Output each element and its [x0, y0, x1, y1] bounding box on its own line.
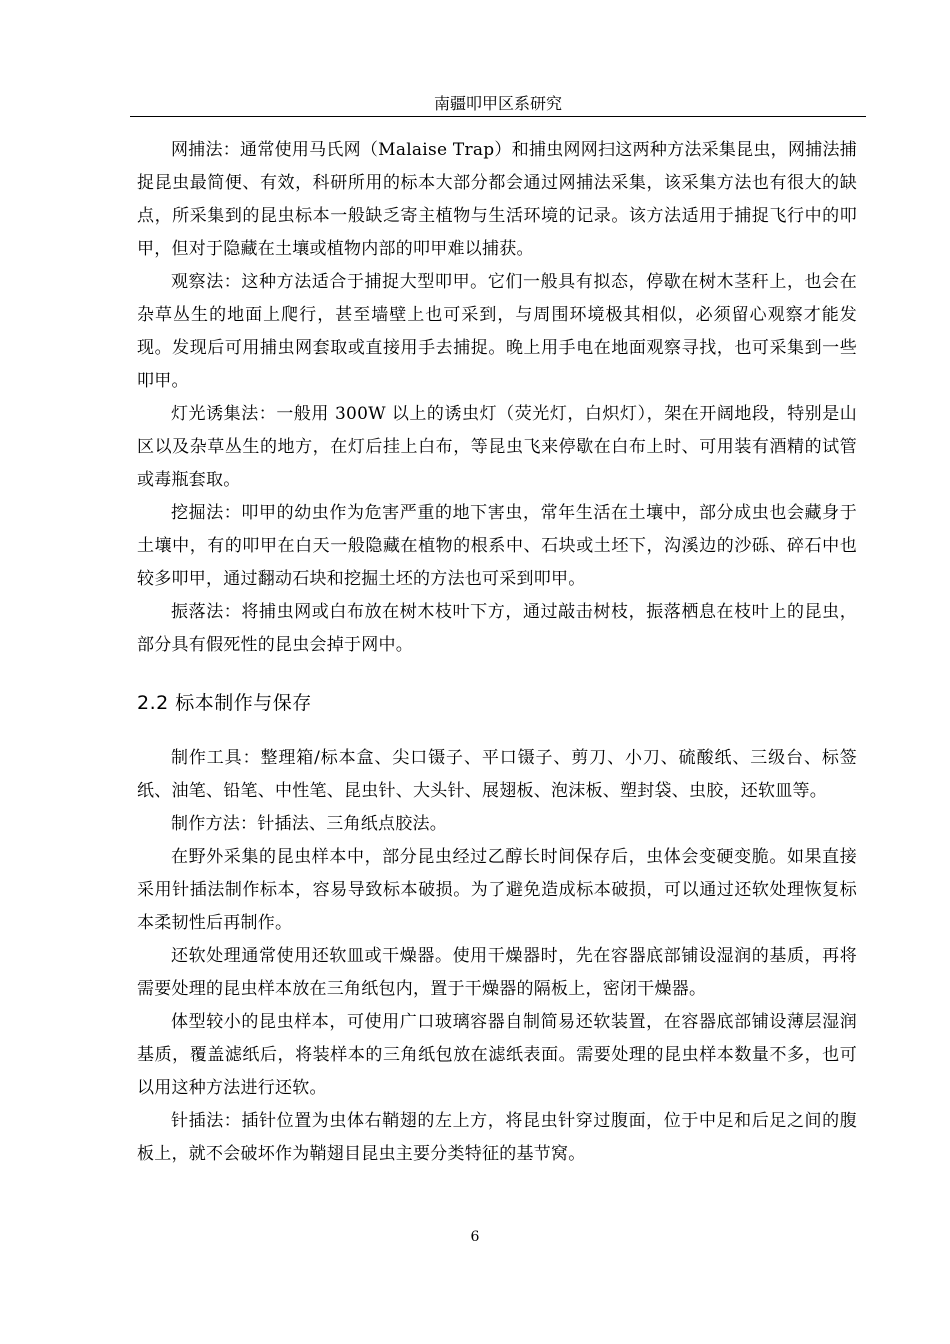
paragraph-beating: 振落法：将捕虫网或白布放在树木枝叶下方，通过敲击树枝，振落栖息在枝叶上的昆虫，部分具有假死性的昆虫会掉于网中。	[137, 602, 857, 655]
paragraph-field-samples: 在野外采集的昆虫样本中，部分昆虫经过乙醇长时间保存后，虫体会变硬变脆。如果直接采用针插法制作标本，容易导致标本破损。为了避免造成标本破损，可以通过还软处理恢复标本柔韧性后再制作。	[137, 847, 857, 933]
running-header: 南疆叩甲区系研究	[433, 94, 562, 113]
header-rule	[130, 116, 866, 117]
paragraph-pinning: 针插法：插针位置为虫体右鞘翅的左上方，将昆虫针穿过腹面，位于中足和后足之间的腹板上，就不会破坏作为鞘翅目昆虫主要分类特征的基节窝。	[137, 1111, 857, 1164]
page-body	[137, 134, 857, 1171]
paragraph-digging: 挖掘法：叩甲的幼虫作为危害严重的地下害虫，常年生活在土壤中，部分成虫也会藏身于土壤中，有的叩甲在白天一般隐藏在植物的根系中、石块或土坯下，沟溪边的沙砾、碎石中也较多叩甲，通过翻动石块和挖掘土坯的方法也可采到叩甲。	[137, 503, 857, 589]
paragraph-relaxing: 还软处理通常使用还软皿或干燥器。使用干燥器时，先在容器底部铺设湿润的基质，再将需要处理的昆虫样本放在三角纸包内，置于干燥器的隔板上，密闭干燥器。	[137, 946, 857, 999]
section-heading: 2.2 标本制作与保存	[137, 692, 312, 714]
paragraph-tools: 制作工具：整理箱/标本盒、尖口镊子、平口镊子、剪刀、小刀、硫酸纸、三级台、标签纸、油笔、铅笔、中性笔、昆虫针、大头针、展翅板、泡沫板、塑封袋、虫胶，还软皿等。	[137, 748, 857, 801]
paragraph-small-specimens: 体型较小的昆虫样本，可使用广口玻璃容器自制简易还软装置，在容器底部铺设薄层湿润基质，覆盖滤纸后，将装样本的三角纸包放在滤纸表面。需要处理的昆虫样本数量不多，也可以用这种方法进行还软。	[137, 1012, 857, 1098]
paragraph-methods: 制作方法：针插法、三角纸点胶法。	[171, 814, 447, 834]
paragraph-light-trap: 灯光诱集法：一般用 300W 以上的诱虫灯（荧光灯，白炽灯），架在开阔地段，特别是山区以及杂草丛生的地方，在灯后挂上白布，等昆虫飞来停歇在白布上时、可用装有酒精的试管或毒瓶套取。	[137, 404, 857, 490]
paragraph-net-capture: 网捕法：通常使用马氏网（Malaise Trap）和捕虫网网扫这两种方法采集昆虫，网捕法捕捉昆虫最简便、有效，科研所用的标本大部分都会通过网捕法采集，该采集方法也有很大的缺点，所采集到的昆虫标本一般缺乏寄主植物与生活环境的记录。该方法适用于捕捉飞行中的叩甲，但对于隐藏在土壤或植物内部的叩甲难以捕获。	[137, 140, 857, 259]
page-number: 6	[470, 1229, 480, 1245]
paragraph-observation: 观察法：这种方法适合于捕捉大型叩甲。它们一般具有拟态，停歇在树木茎秆上，也会在杂草丛生的地面上爬行，甚至墙壁上也可采到，与周围环境极其相似，必须留心观察才能发现。发现后可用捕虫网套取或直接用手去捕捉。晚上用手电在地面观察寻找，也可采集到一些叩甲。	[137, 272, 857, 391]
